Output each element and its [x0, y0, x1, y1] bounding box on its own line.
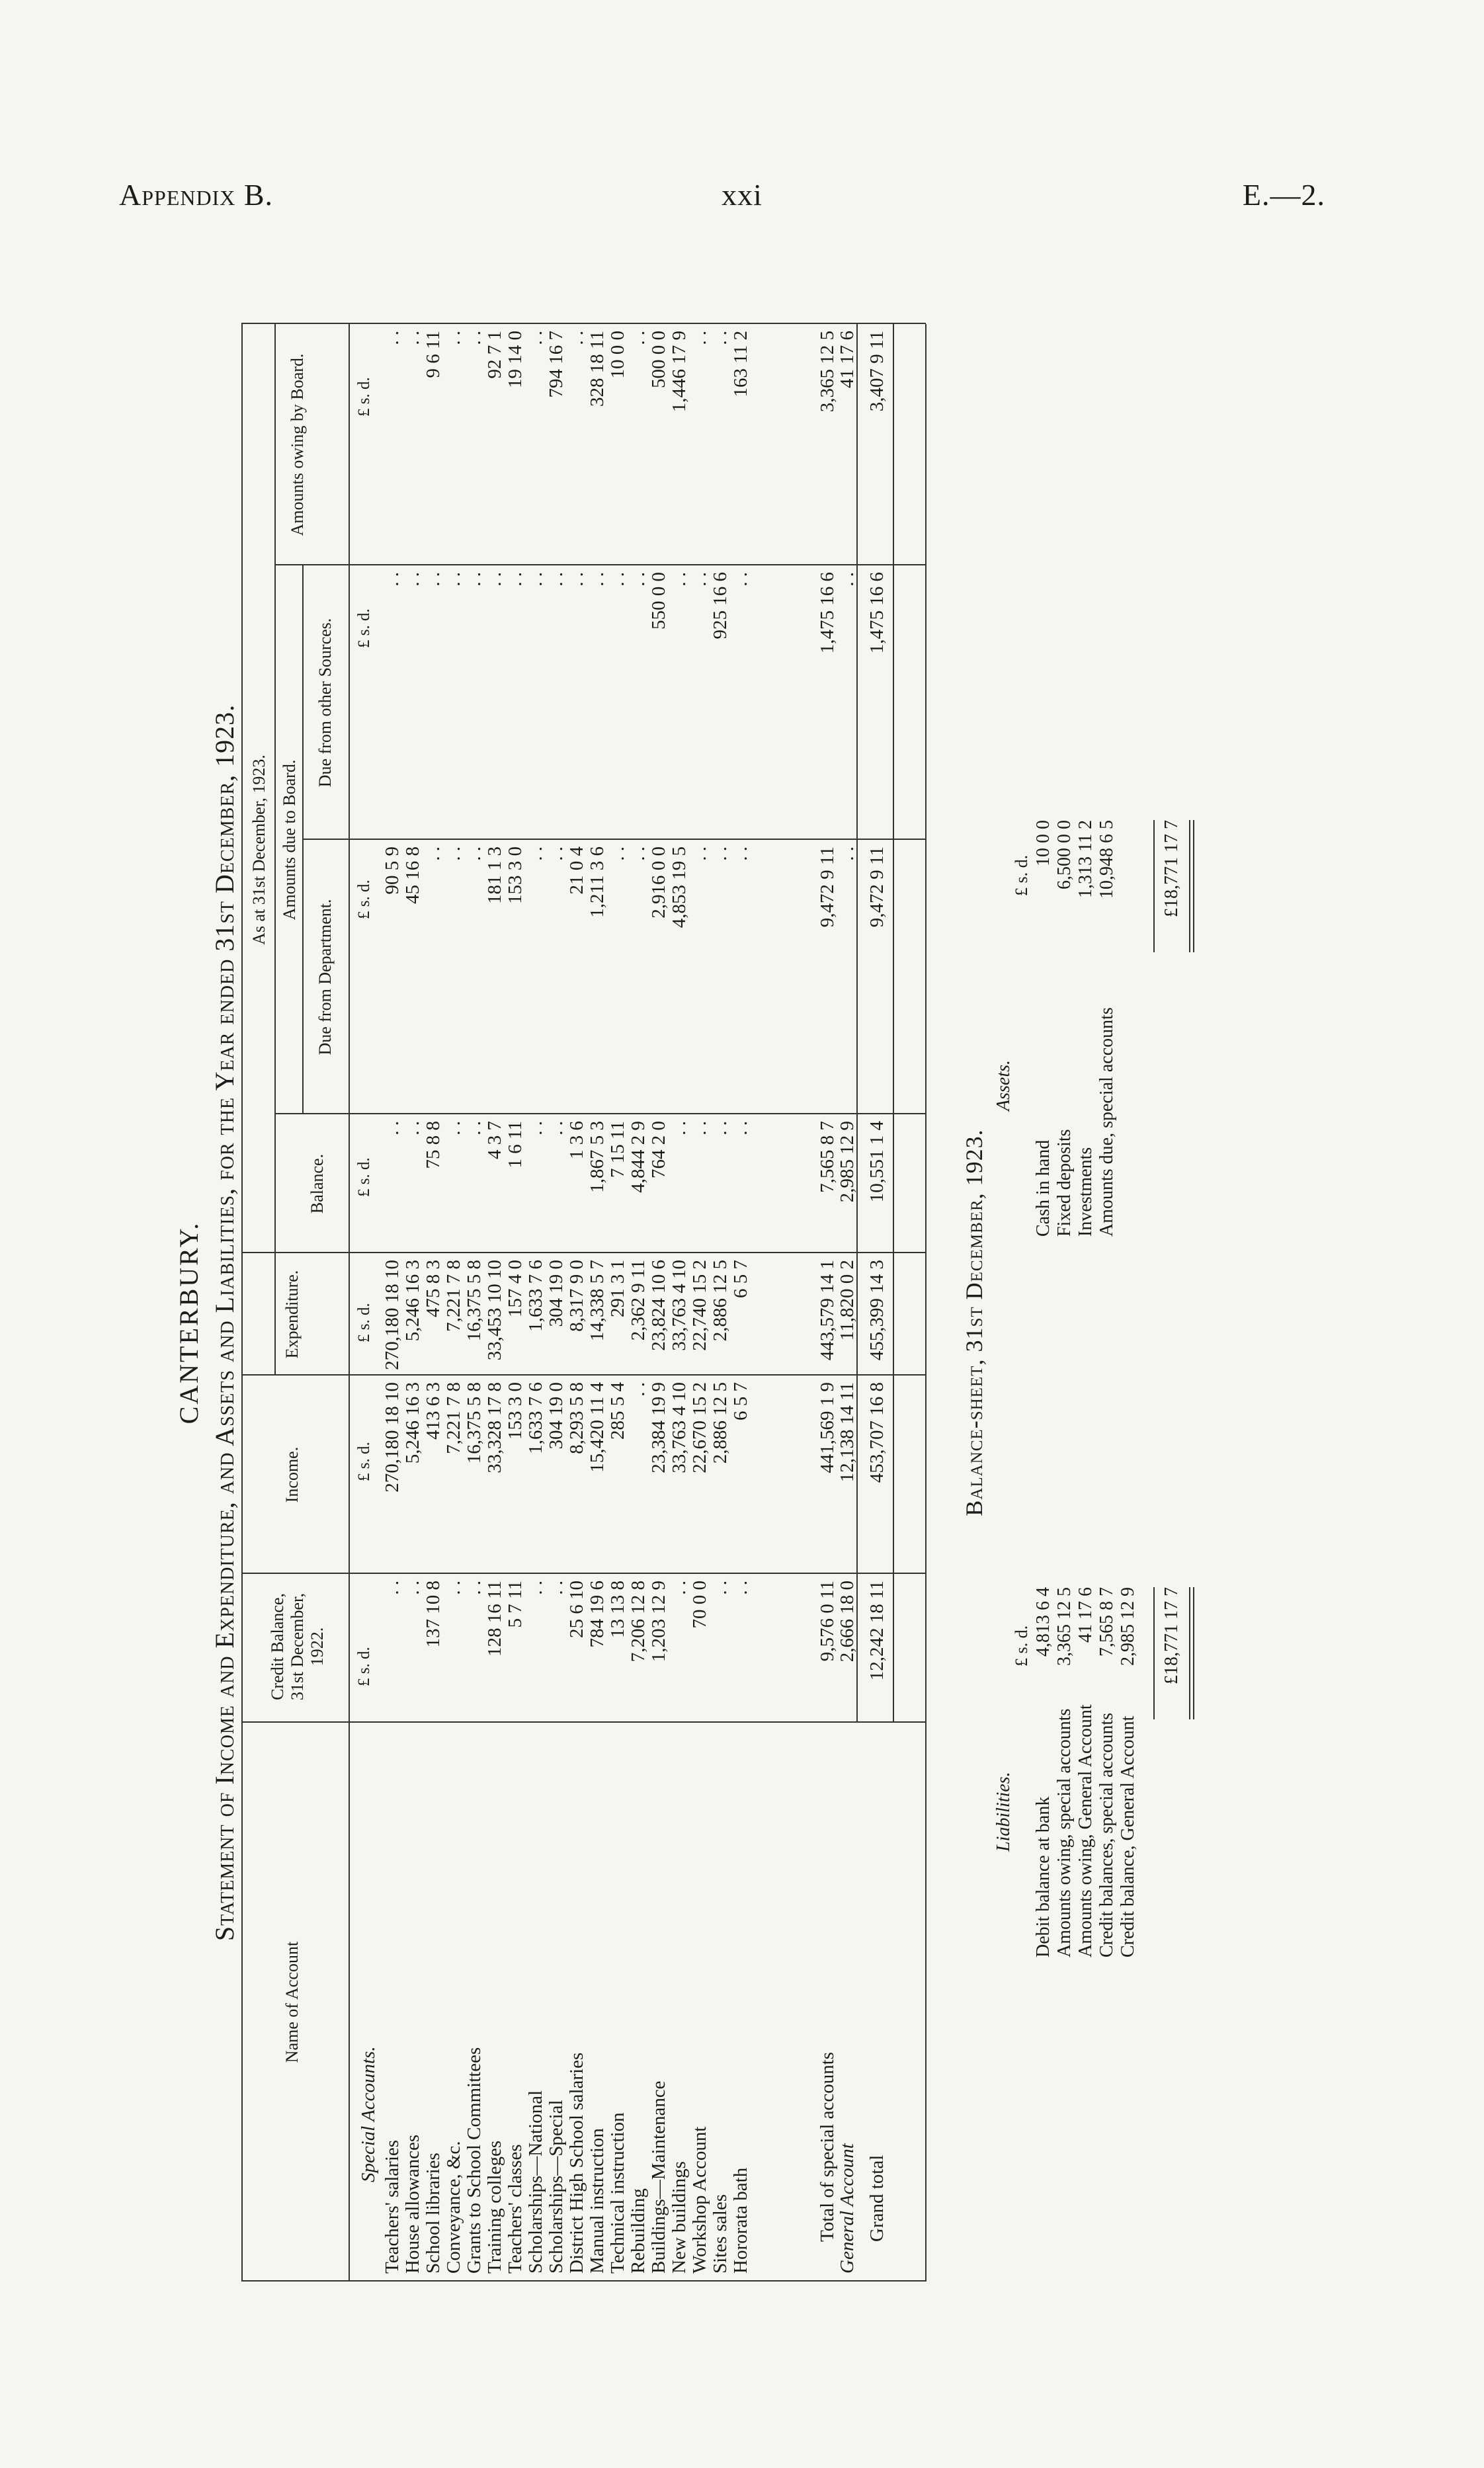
cell-balance: 1 6 11: [505, 1121, 526, 1169]
cell-balance: 10,551 1 4: [866, 1121, 887, 1203]
account-name: Grand total: [866, 2155, 887, 2242]
cell-other: . .: [730, 572, 751, 587]
bs-amount: 10 0 0: [1033, 820, 1053, 866]
cell-income: 7,221 7 8: [443, 1382, 464, 1454]
accounts-table: [241, 324, 926, 2282]
cell-dept: . .: [689, 846, 710, 861]
cell-expenditure: 6 5 7: [730, 1260, 751, 1298]
bs-amount: 41 17 6: [1075, 1587, 1096, 1643]
unit-other: £ s. d.: [355, 608, 373, 648]
cell-owing: . .: [566, 331, 587, 345]
unit-balance: £ s. d.: [355, 1157, 373, 1197]
cell-owing: 1,446 17 9: [669, 331, 690, 413]
account-name: Conveyance, &c.: [443, 2141, 464, 2274]
double-rule: [1189, 820, 1190, 952]
table-row: [628, 324, 648, 2282]
cell-credit: . .: [402, 1581, 423, 1595]
bs-amount: 3,365 12 5: [1054, 1587, 1075, 1666]
cell-owing: 9 6 11: [423, 331, 444, 378]
table-row: [648, 324, 669, 2282]
cell-income: 5,246 16 3: [402, 1382, 423, 1464]
bs-label: Amounts due, special accounts: [1096, 1007, 1117, 1237]
cell-balance: 1 3 6: [566, 1121, 587, 1159]
grand-total-rule: [893, 324, 894, 1723]
account-name: Manual instruction: [587, 2128, 608, 2274]
cell-other: . .: [587, 572, 608, 587]
double-rule: [1189, 1587, 1190, 1719]
cell-dept: 181 1 3: [484, 846, 505, 904]
cell-expenditure: 291 3 1: [607, 1260, 628, 1317]
cell-owing: 794 16 7: [546, 331, 567, 398]
balance-sheet-title: Balance-sheet, 31st December, 1923.: [961, 1129, 987, 1516]
cell-income: 22,670 15 2: [689, 1382, 710, 1473]
cell-expenditure: 304 19 0: [546, 1260, 567, 1327]
cell-expenditure: 2,362 9 11: [628, 1260, 649, 1341]
cell-owing: . .: [443, 331, 464, 345]
table-row: [607, 324, 628, 2282]
table-row: [566, 324, 587, 2282]
header-due-other: Due from other Sources.: [315, 618, 335, 788]
liabilities-total: £18,771 17 7: [1161, 1587, 1182, 1684]
cell-other: . .: [669, 572, 690, 587]
cell-owing: 3,407 9 11: [866, 331, 887, 412]
statement-title: Statement of Income and Expenditure, and Assets and Liabilities, for the Year ended 31st December, 1923.: [210, 704, 239, 1942]
cell-credit: 1,203 12 9: [648, 1581, 669, 1663]
cell-dept: . .: [730, 846, 751, 861]
appendix-label: Appendix B.: [119, 178, 274, 212]
cell-dept: . .: [607, 846, 628, 861]
cell-credit: 13 13 8: [607, 1581, 628, 1638]
header-as-at: As at 31st December, 1923.: [249, 755, 268, 945]
page-number: xxi: [721, 178, 763, 212]
cell-expenditure: 157 4 0: [505, 1260, 526, 1317]
cell-owing: . .: [402, 331, 423, 345]
cell-credit: . .: [710, 1581, 731, 1595]
cell-dept: 153 3 0: [505, 846, 526, 904]
cell-income: 153 3 0: [505, 1382, 526, 1440]
cell-balance: 75 8 8: [423, 1121, 444, 1169]
cell-dept: 2,916 0 0: [648, 846, 669, 919]
cell-owing: . .: [464, 331, 485, 345]
cell-dept: . .: [525, 846, 546, 861]
cell-income: 16,375 5 8: [464, 1382, 485, 1464]
table-row: [837, 324, 857, 2282]
cell-owing: 92 7 1: [484, 331, 505, 379]
cell-owing: . .: [710, 331, 731, 345]
table-row: [382, 324, 402, 2282]
cell-other: . .: [837, 572, 858, 587]
liability-row: [1054, 1587, 1075, 1957]
cell-dept: 1,211 3 6: [587, 846, 608, 918]
table-row: [525, 324, 546, 2282]
cell-income: 12,138 14 11: [837, 1382, 858, 1483]
table-row: [443, 324, 464, 2282]
header-balance: Balance.: [308, 1153, 327, 1214]
account-name: Grants to School Committees: [464, 2047, 485, 2274]
cell-balance: . .: [464, 1121, 485, 1135]
header-income: Income.: [282, 1446, 302, 1503]
cell-other: . .: [423, 572, 444, 587]
cell-other: . .: [402, 572, 423, 587]
asset-row: [1054, 820, 1075, 1237]
cell-credit: . .: [669, 1581, 690, 1595]
table-bottom-rule: [925, 324, 927, 2282]
bs-label: Debit balance at bank: [1033, 1796, 1053, 1957]
cell-dept: 90 5 9: [382, 846, 403, 895]
account-name: Hororata bath: [730, 2167, 751, 2274]
total-rule: [1153, 820, 1155, 952]
document-code: E.—2.: [1242, 178, 1325, 212]
cell-owing: . .: [525, 331, 546, 345]
account-name: New buildings: [669, 2161, 690, 2274]
cell-expenditure: 443,579 14 1: [817, 1260, 838, 1361]
cell-income: 285 5 4: [607, 1382, 628, 1440]
cell-credit: 784 19 6: [587, 1581, 608, 1648]
cell-income: 453,707 16 8: [866, 1382, 887, 1483]
cell-dept: 9,472 9 11: [866, 846, 887, 928]
cell-expenditure: 22,740 15 2: [689, 1260, 710, 1351]
bs-label: Amounts owing, special accounts: [1054, 1708, 1075, 1957]
liability-row: [1118, 1587, 1139, 1957]
cell-credit: 137 10 8: [423, 1581, 444, 1648]
unit-dept: £ s. d.: [355, 880, 373, 919]
region-title: CANTERBURY.: [174, 1221, 204, 1424]
cell-income: 33,763 4 10: [669, 1382, 690, 1473]
bs-amount: 1,313 11 2: [1075, 820, 1096, 898]
account-name: Training colleges: [484, 2140, 505, 2274]
cell-credit: 9,576 0 11: [817, 1581, 838, 1662]
cell-owing: 3,365 12 5: [817, 331, 838, 413]
bs-amount: 2,985 12 9: [1118, 1587, 1138, 1666]
bs-amount: 4,813 6 4: [1033, 1587, 1053, 1657]
double-rule: [1193, 820, 1194, 952]
cell-other: . .: [566, 572, 587, 587]
cell-credit: . .: [443, 1581, 464, 1595]
unit-expenditure: £ s. d.: [355, 1303, 373, 1342]
liability-row: [1075, 1587, 1096, 1957]
cell-owing: 328 18 11: [587, 331, 608, 407]
table-row: [669, 324, 689, 2282]
asset-row: [1033, 820, 1054, 1237]
asset-row: [1075, 820, 1096, 1237]
cell-other: . .: [546, 572, 567, 587]
cell-balance: 1,867 5 3: [587, 1121, 608, 1193]
cell-dept: 21 0 4: [566, 846, 587, 895]
cell-balance: . .: [669, 1121, 690, 1135]
cell-income: 15,420 11 4: [587, 1382, 608, 1473]
cell-credit: 25 6 10: [566, 1581, 587, 1638]
table-row: [464, 324, 484, 2282]
account-name: School libraries: [423, 2153, 444, 2274]
liability-row: [1096, 1587, 1118, 1957]
bs-label: Cash in hand: [1033, 1139, 1053, 1237]
cell-other: 1,475 16 6: [866, 572, 887, 654]
cell-income: 441,569 1 9: [817, 1382, 838, 1473]
cell-owing: 41 17 6: [837, 331, 858, 388]
cell-owing: 500 0 0: [648, 331, 669, 388]
header-owing: Amounts owing by Board.: [288, 353, 307, 536]
bs-amount: 10,948 6 5: [1096, 820, 1117, 899]
cell-balance: 7,565 8 7: [817, 1121, 838, 1193]
cell-expenditure: 16,375 5 8: [464, 1260, 485, 1342]
cell-income: 6 5 7: [730, 1382, 751, 1420]
assets-heading: Assets.: [993, 1060, 1014, 1111]
account-name: Buildings—Maintenance: [648, 2080, 669, 2274]
cell-income: 23,384 19 9: [648, 1382, 669, 1473]
cell-expenditure: 270,180 18 10: [382, 1260, 403, 1370]
cell-owing: . .: [689, 331, 710, 345]
unit-owing: £ s. d.: [355, 377, 373, 417]
asset-row: [1096, 820, 1118, 1237]
cell-balance: . .: [443, 1121, 464, 1135]
cell-expenditure: 23,824 10 6: [648, 1260, 669, 1351]
cell-credit: 128 16 11: [484, 1581, 505, 1657]
cell-expenditure: 11,820 0 2: [837, 1260, 858, 1341]
cell-dept: . .: [423, 846, 444, 861]
cell-other: 550 0 0: [648, 572, 669, 630]
cell-dept: . .: [710, 846, 731, 861]
cell-dept: 4,853 19 5: [669, 846, 690, 928]
account-name: Technical instruction: [607, 2112, 628, 2274]
bs-label: Fixed deposits: [1054, 1129, 1075, 1237]
table-row: [587, 324, 607, 2282]
table-row: [730, 324, 751, 2282]
cell-credit: 5 7 11: [505, 1581, 526, 1628]
table-row: [689, 324, 710, 2282]
cell-expenditure: 5,246 16 3: [402, 1260, 423, 1342]
table-row: [866, 324, 887, 2282]
cell-credit: 70 0 0: [689, 1581, 710, 1629]
cell-owing: 10 0 0: [607, 331, 628, 379]
cell-balance: 4 3 7: [484, 1121, 505, 1159]
cell-income: 2,886 12 5: [710, 1382, 731, 1464]
bs-amount: 7,565 8 7: [1096, 1587, 1117, 1657]
due-to-board-rule: [302, 565, 304, 1114]
account-name: District High School salaries: [566, 2052, 587, 2274]
header-due-dept: Due from Department.: [315, 899, 335, 1055]
liability-row: [1033, 1587, 1054, 1957]
cell-other: . .: [628, 572, 649, 587]
cell-expenditure: 8,317 9 0: [566, 1260, 587, 1332]
cell-credit: . .: [546, 1581, 567, 1595]
cell-credit: 2,666 18 0: [837, 1581, 858, 1663]
cell-expenditure: 2,886 12 5: [710, 1260, 731, 1342]
cell-balance: . .: [382, 1121, 403, 1135]
account-name: Scholarships—Special: [546, 2100, 567, 2274]
cell-other: . .: [689, 572, 710, 587]
total-rule: [1153, 1587, 1155, 1719]
cell-balance: . .: [546, 1121, 567, 1135]
cell-other: . .: [382, 572, 403, 587]
account-name: Workshop Account: [689, 2126, 710, 2274]
cell-expenditure: 7,221 7 8: [443, 1260, 464, 1332]
cell-expenditure: 475 8 3: [423, 1260, 444, 1317]
cell-other: 1,475 16 6: [817, 572, 838, 654]
cell-expenditure: 1,633 7 6: [525, 1260, 546, 1332]
cell-other: . .: [443, 572, 464, 587]
unit-income: £ s. d.: [355, 1442, 373, 1481]
liabilities-heading: Liabilities.: [993, 1772, 1014, 1852]
header-expenditure: Expenditure.: [282, 1270, 302, 1359]
cell-dept: 45 16 8: [402, 846, 423, 904]
cell-credit: 7,206 12 8: [628, 1581, 649, 1663]
cell-dept: . .: [443, 846, 464, 861]
cell-balance: . .: [730, 1121, 751, 1135]
cell-balance: 2,985 12 9: [837, 1121, 858, 1203]
account-name: Rebuilding: [628, 2188, 649, 2274]
cell-dept: 9,472 9 11: [817, 846, 838, 928]
assets-unit: £ s. d.: [1012, 854, 1031, 896]
cell-income: . .: [628, 1382, 649, 1397]
cell-credit: . .: [730, 1581, 751, 1595]
cell-income: 33,328 17 8: [484, 1382, 505, 1473]
account-name: Teachers' salaries: [382, 2139, 403, 2274]
cell-owing: 163 11 2: [730, 331, 751, 397]
cell-balance: 764 2 0: [648, 1121, 669, 1178]
cell-owing: 19 14 0: [505, 331, 526, 388]
table-row: [423, 324, 443, 2282]
cell-other: . .: [464, 572, 485, 587]
cell-income: 413 6 3: [423, 1382, 444, 1440]
table-row: [546, 324, 566, 2282]
cell-other: . .: [484, 572, 505, 587]
cell-owing: . .: [628, 331, 649, 345]
cell-income: 8,293 5 8: [566, 1382, 587, 1454]
cell-expenditure: 33,763 4 10: [669, 1260, 690, 1351]
account-name: Sites sales: [710, 2194, 731, 2274]
unit-credit: £ s. d.: [355, 1647, 373, 1686]
header-name: Name of Account: [282, 1941, 302, 2063]
cell-dept: . .: [628, 846, 649, 861]
account-name: Teachers' classes: [505, 2144, 526, 2274]
table-row: [484, 324, 505, 2282]
cell-other: . .: [525, 572, 546, 587]
cell-dept: . .: [837, 846, 858, 861]
header-credit: Credit Balance, 31st December, 1922.: [268, 1592, 327, 1701]
assets-total: £18,771 17 7: [1161, 820, 1182, 917]
cell-balance: 7 15 11: [607, 1121, 628, 1178]
double-rule: [1193, 1587, 1194, 1719]
cell-dept: . .: [546, 846, 567, 861]
table-row: [710, 324, 730, 2282]
bs-amount: 6,500 0 0: [1054, 820, 1075, 889]
cell-credit: . .: [382, 1581, 403, 1595]
header-due-to-board: Amounts due to Board.: [280, 759, 299, 921]
cell-expenditure: 455,399 14 3: [866, 1260, 887, 1361]
table-row: [817, 324, 837, 2282]
cell-balance: . .: [402, 1121, 423, 1135]
cell-other: . .: [505, 572, 526, 587]
account-name: General Account: [837, 2143, 858, 2274]
table-row: [505, 324, 525, 2282]
bs-label: Credit balance, General Account: [1118, 1715, 1138, 1957]
cell-credit: . .: [525, 1581, 546, 1595]
bs-label: Investments: [1075, 1147, 1096, 1237]
table-top-rule: [241, 324, 243, 2282]
as-at-rule: [274, 324, 276, 1376]
cell-income: 304 19 0: [546, 1382, 567, 1450]
account-name: Scholarships—National: [525, 2090, 546, 2274]
table-row: [402, 324, 423, 2282]
cell-balance: 4,844 2 9: [628, 1121, 649, 1193]
cell-other: 925 16 6: [710, 572, 731, 639]
cell-balance: . .: [689, 1121, 710, 1135]
header-bottom-rule: [349, 324, 350, 2282]
liabilities-unit: £ s. d.: [1012, 1625, 1031, 1666]
cell-credit: . .: [464, 1581, 485, 1595]
account-name: House allowances: [402, 2134, 423, 2274]
cell-expenditure: 33,453 10 10: [484, 1260, 505, 1361]
cell-balance: . .: [710, 1121, 731, 1135]
bs-label: Credit balances, special accounts: [1096, 1712, 1117, 1957]
cell-credit: 12,242 18 11: [866, 1581, 887, 1681]
special-accounts-heading: Special Accounts.: [358, 2046, 379, 2182]
cell-other: . .: [607, 572, 628, 587]
cell-income: 270,180 18 10: [382, 1382, 403, 1493]
cell-expenditure: 14,338 5 7: [587, 1260, 608, 1342]
cell-balance: . .: [525, 1121, 546, 1135]
bs-label: Amounts owing, General Account: [1075, 1704, 1096, 1957]
account-name: Total of special accounts: [817, 2051, 838, 2242]
cell-dept: . .: [464, 846, 485, 861]
rotated-table-page: [0, 198, 1484, 2447]
cell-owing: . .: [382, 331, 403, 345]
cell-income: 1,633 7 6: [525, 1382, 546, 1454]
